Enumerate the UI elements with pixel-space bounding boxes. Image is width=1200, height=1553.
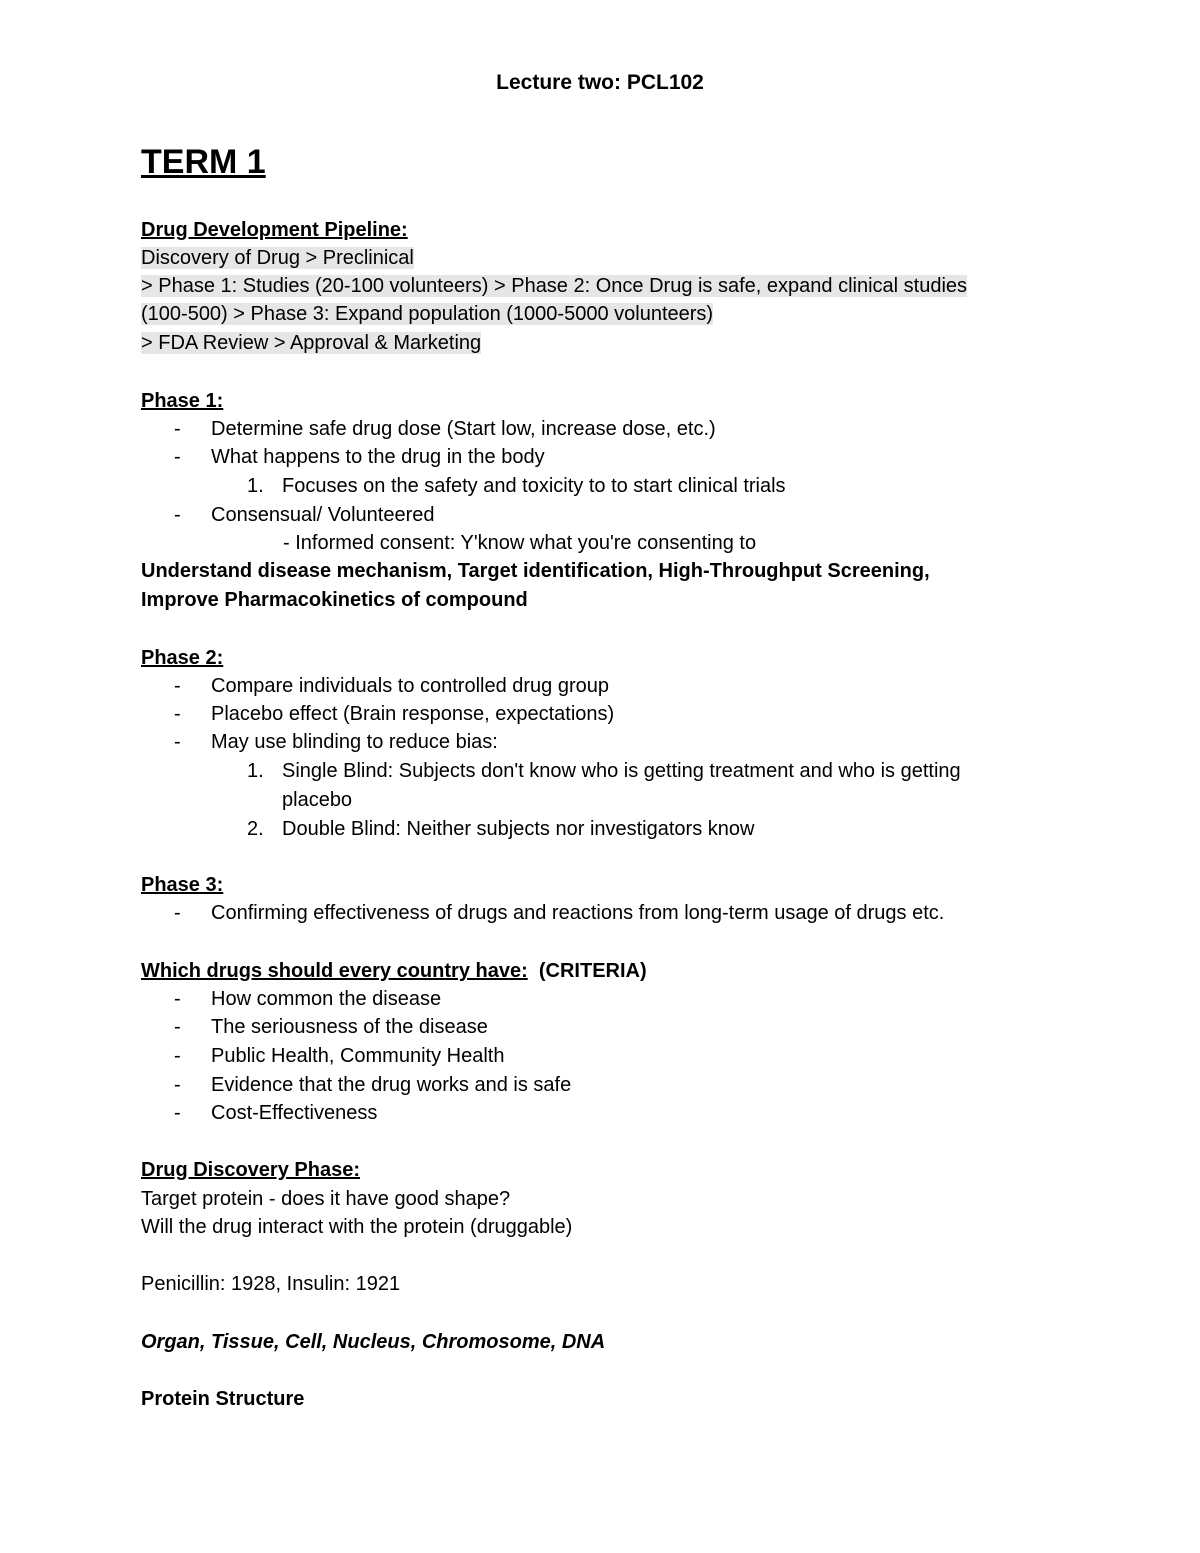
bullet-dash: - (174, 1016, 181, 1038)
list-item-text: Public Health, Community Health (211, 1045, 505, 1067)
numbered-item-text: Double Blind: Neither subjects nor investigators know (282, 818, 755, 840)
criteria-heading: Which drugs should every country have: (141, 960, 528, 982)
bullet-dash: - (174, 731, 181, 753)
discovery-line: Target protein - does it have good shape? (141, 1188, 511, 1210)
list-item-text: Evidence that the drug works and is safe (211, 1074, 572, 1096)
bullet-dash: - (174, 675, 181, 697)
list-item-text: Consensual/ Volunteered (211, 504, 435, 526)
pipeline-line (141, 244, 414, 272)
bullet-dash: - (174, 1074, 181, 1096)
criteria-tag: (CRITERIA) (538, 960, 647, 982)
bullet-dash: - (174, 446, 181, 468)
pipeline-heading: Drug Development Pipeline: (141, 219, 408, 241)
numbered-item-text: Single Blind: Subjects don't know who is getting treatment and who is getting (282, 760, 961, 782)
document-title: Lecture two: PCL102 (496, 71, 704, 94)
list-item-text: May use blinding to reduce bias: (211, 731, 498, 753)
criteria-heading-line (141, 957, 647, 985)
list-item-text: Cost-Effectiveness (211, 1102, 378, 1124)
item-number: 1. (247, 475, 264, 497)
numbered-item-continuation: placebo (282, 789, 353, 811)
list-item-text: What happens to the drug in the body (211, 446, 545, 468)
term-heading: TERM 1 (141, 143, 266, 181)
list-item-text: Confirming effectiveness of drugs and reactions from long-term usage of drugs etc. (211, 902, 945, 924)
list-item-text: Placebo effect (Brain response, expectations) (211, 703, 615, 725)
protein-structure-heading: Protein Structure (141, 1388, 305, 1410)
bullet-dash: - (174, 703, 181, 725)
discovery-heading: Drug Discovery Phase: (141, 1159, 360, 1181)
bold-note-line: Improve Pharmacokinetics of compound (141, 589, 528, 611)
bullet-dash: - (174, 1102, 181, 1124)
phase3-heading: Phase 3: (141, 874, 224, 896)
pipeline-line-text: (100-500) > Phase 3: Expand population (1000-5000 volunteers) (141, 303, 714, 325)
pipeline-line (141, 300, 713, 328)
phase2-heading: Phase 2: (141, 647, 224, 669)
biology-hierarchy: Organ, Tissue, Cell, Nucleus, Chromosome, DNA (141, 1331, 606, 1353)
list-item-text: How common the disease (211, 988, 442, 1010)
bold-note-line: Understand disease mechanism, Target identification, High-Throughput Screening, (141, 560, 930, 582)
discovery-dates: Penicillin: 1928, Insulin: 1921 (141, 1273, 401, 1295)
bullet-dash: - (174, 902, 181, 924)
list-item-text: Compare individuals to controlled drug group (211, 675, 610, 697)
pipeline-line-text: > Phase 1: Studies (20-100 volunteers) > Phase 2: Once Drug is safe, expand clinical studies (141, 275, 968, 297)
pipeline-line-text: Discovery of Drug > Preclinical (141, 247, 414, 269)
numbered-item-text: Focuses on the safety and toxicity to to start clinical trials (282, 475, 786, 497)
bullet-dash: - (174, 988, 181, 1010)
bullet-dash: - (174, 504, 181, 526)
list-item-text: Determine safe drug dose (Start low, increase dose, etc.) (211, 418, 716, 440)
bullet-dash: - (174, 1045, 181, 1067)
bullet-dash: - (174, 418, 181, 440)
phase1-heading: Phase 1: (141, 390, 224, 412)
item-number: 1. (247, 760, 264, 782)
pipeline-line (141, 329, 481, 357)
item-number: 2. (247, 818, 264, 840)
list-item-text: The seriousness of the disease (211, 1016, 488, 1038)
pipeline-line-text: > FDA Review > Approval & Marketing (141, 332, 482, 354)
sub-list-item: - Informed consent: Y'know what you're consenting to (283, 532, 757, 554)
pipeline-line (141, 272, 967, 300)
discovery-line: Will the drug interact with the protein (druggable) (141, 1216, 573, 1238)
